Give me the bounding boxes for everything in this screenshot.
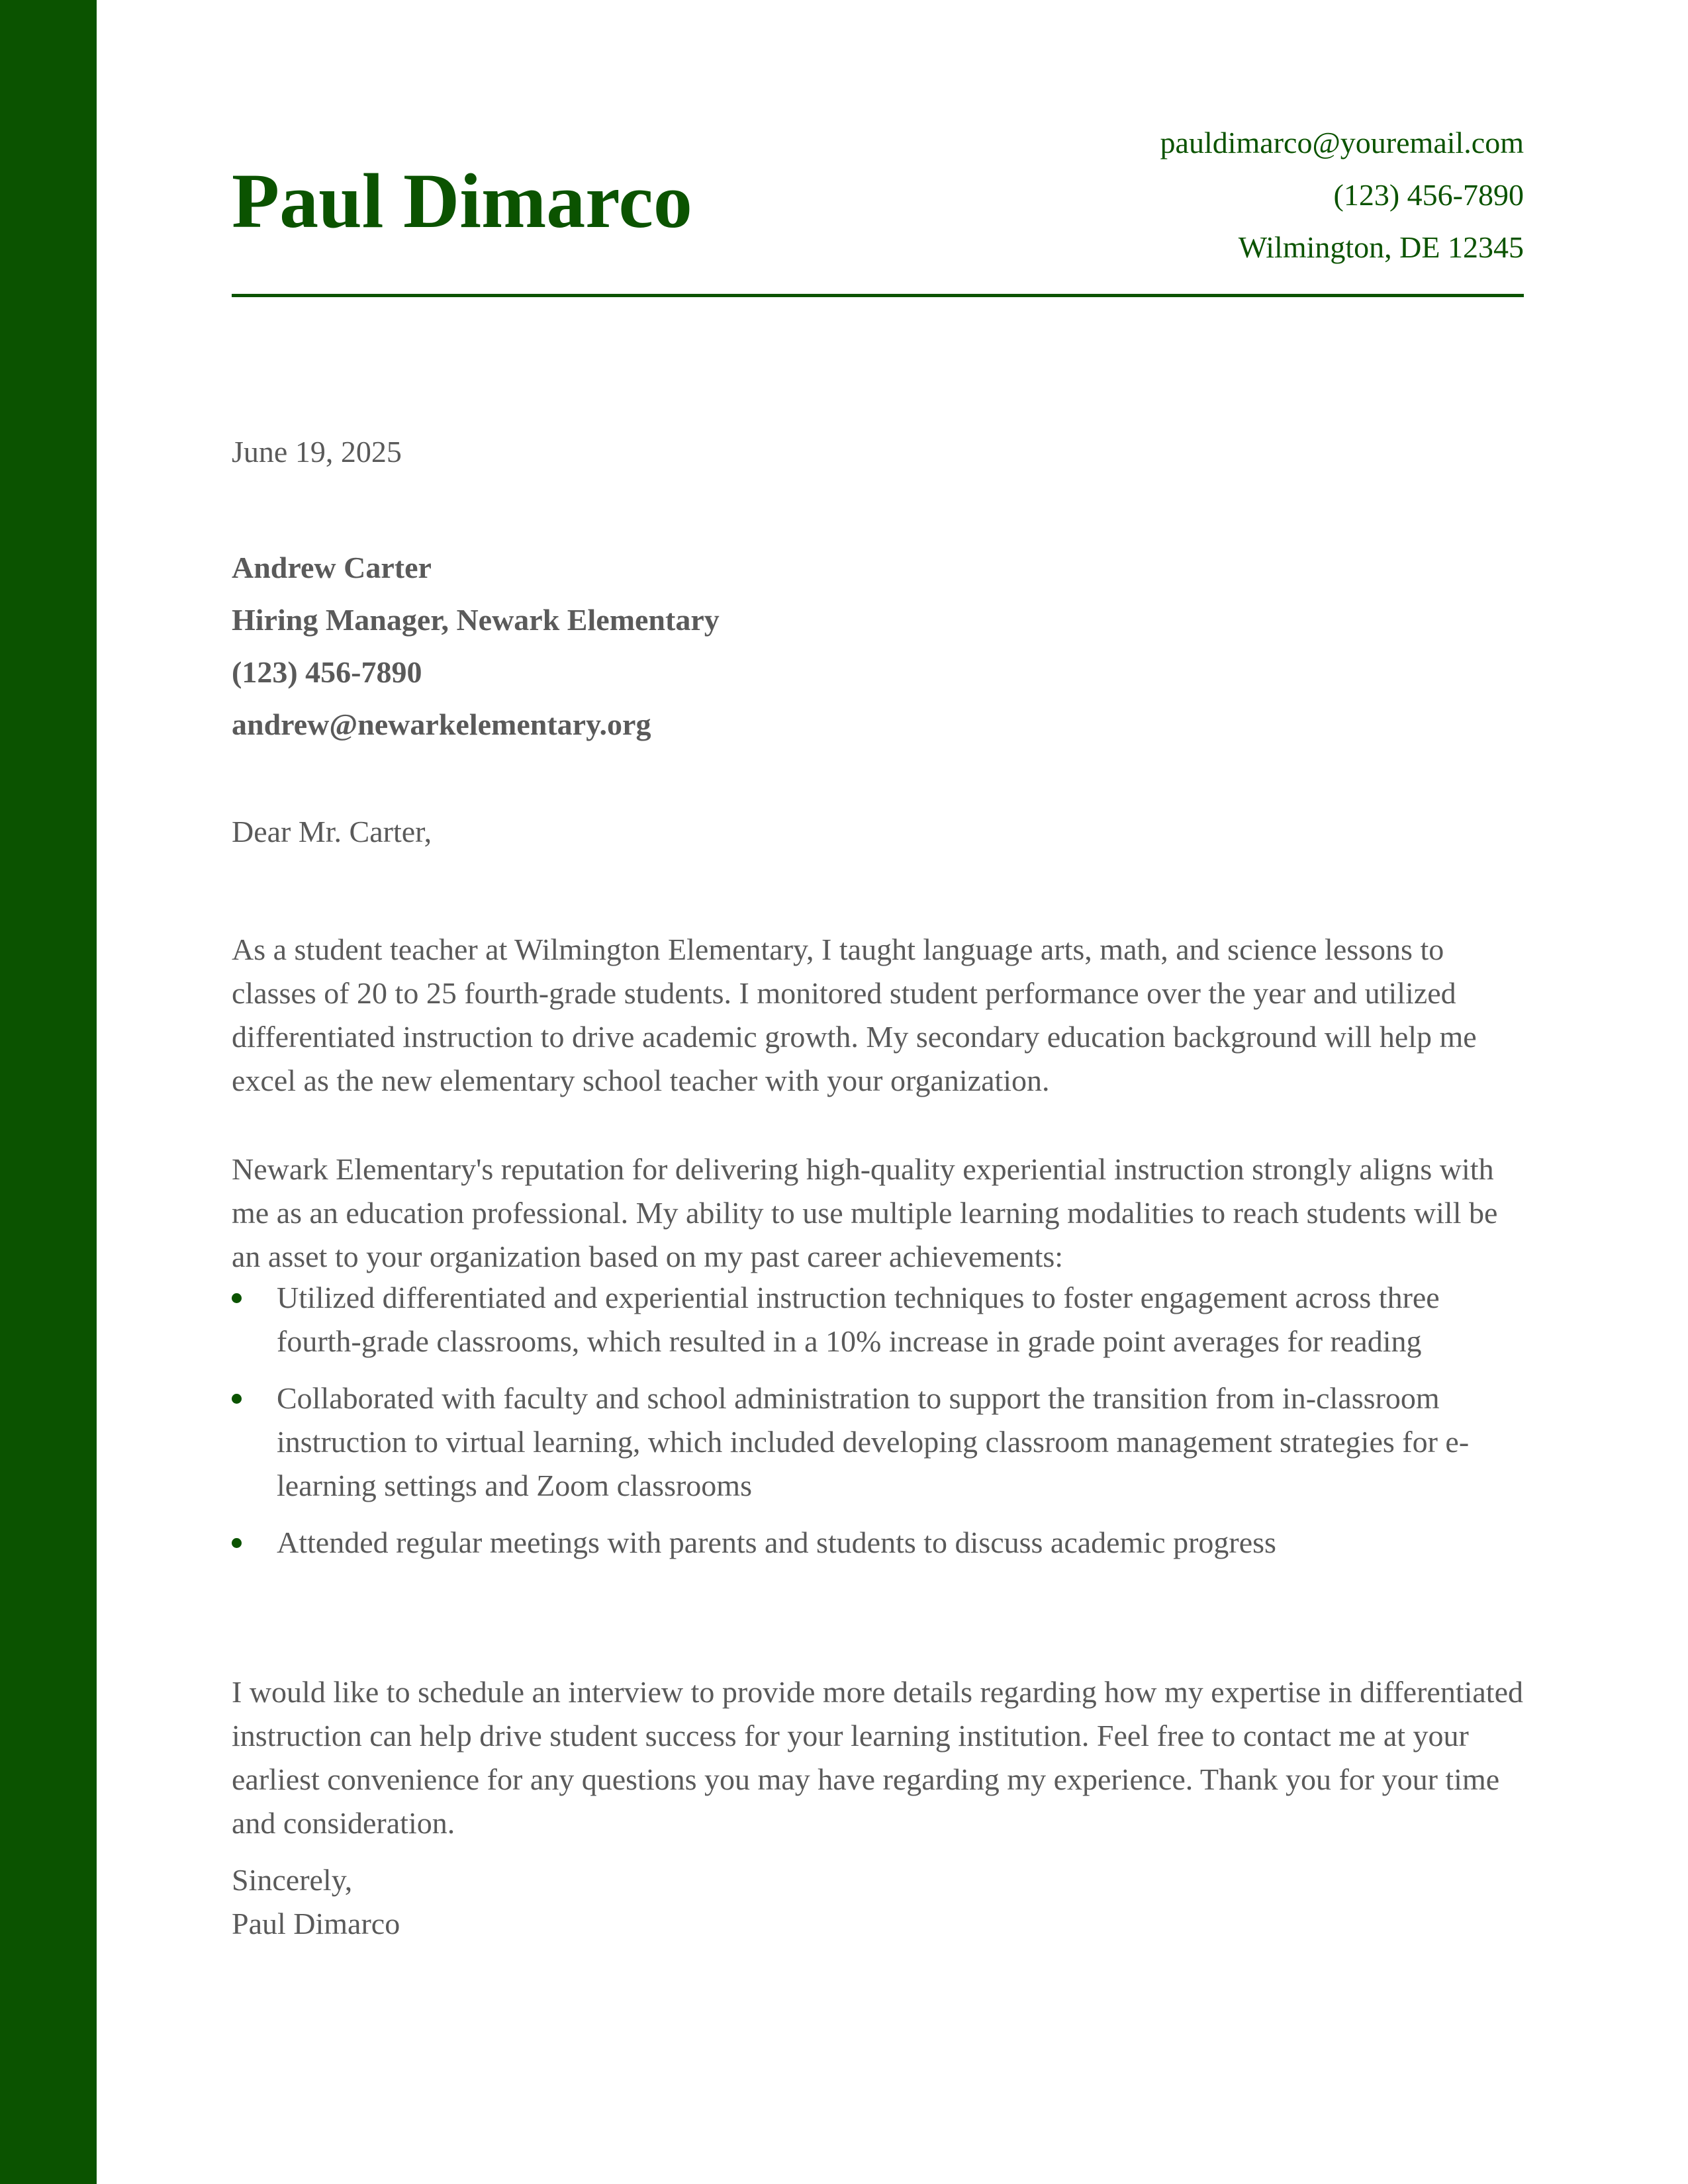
bullet-dot-icon <box>232 1293 242 1303</box>
signature-name: Paul Dimarco <box>232 1907 400 1940</box>
achievements-list <box>232 1276 1524 1565</box>
achievement-item <box>232 1377 1524 1508</box>
opening-paragraph: As a student teacher at Wilmington Elementary, I taught language arts, math, and science lessons to classes of 20 to 25 fourth-grade students. I monitored student performance over the year and utilized differentiated instruction to drive academic growth. My secondary education background will help me excel as the new elementary school teacher with your organization. <box>232 933 1477 1097</box>
achievement-text: Utilized differentiated and experiential instruction techniques to foster engagement across three fourth-grade classrooms, which resulted in a 10% increase in grade point averages for reading <box>277 1281 1440 1358</box>
qualifications-paragraph: Newark Elementary's reputation for delivering high-quality experiential instruction strongly aligns with me as an education professional. My ability to use multiple learning modalities to reach students will be an asset to your organization based on my past career achievements: <box>232 1152 1498 1273</box>
recipient-phone: (123) 456-7890 <box>232 655 422 689</box>
bullet-dot-icon <box>232 1538 242 1548</box>
recipient-name: Andrew Carter <box>232 551 432 584</box>
sender-location: Wilmington, DE 12345 <box>1238 230 1524 264</box>
sender-contact-block <box>928 116 1524 273</box>
recipient-block <box>232 541 1524 751</box>
salutation: Dear Mr. Carter, <box>232 815 432 848</box>
header-divider <box>232 294 1524 297</box>
achievement-text: Attended regular meetings with parents and students to discuss academic progress <box>277 1525 1276 1559</box>
recipient-title: Hiring Manager, Newark Elementary <box>232 603 720 637</box>
achievement-item <box>232 1276 1524 1363</box>
signoff-block <box>232 1858 1524 1946</box>
achievement-text: Collaborated with faculty and school administration to support the transition from in-classroom instruction to virtual learning, which included developing classroom management strategies for e-learning settings and Zoom classrooms <box>277 1381 1470 1502</box>
recipient-email: andrew@newarkelementary.org <box>232 707 651 741</box>
cover-letter-page <box>232 0 1524 2184</box>
closing-paragraph: I would like to schedule an interview to provide more details regarding how my expertise in differentiated instruction can help drive student success for your learning institution. Feel free to contact me at your earliest convenience for any questions you may have regarding my experience. Thank you for your time and consideration. <box>232 1675 1524 1840</box>
sender-phone: (123) 456-7890 <box>1333 178 1524 212</box>
sender-name: Paul Dimarco <box>232 158 692 245</box>
sender-email: pauldimarco@youremail.com <box>1160 126 1524 159</box>
closing-phrase: Sincerely, <box>232 1863 353 1897</box>
bullet-dot-icon <box>232 1394 242 1404</box>
letter-date: June 19, 2025 <box>232 435 402 469</box>
achievement-item <box>232 1521 1524 1565</box>
side-accent-bar <box>0 0 97 2184</box>
